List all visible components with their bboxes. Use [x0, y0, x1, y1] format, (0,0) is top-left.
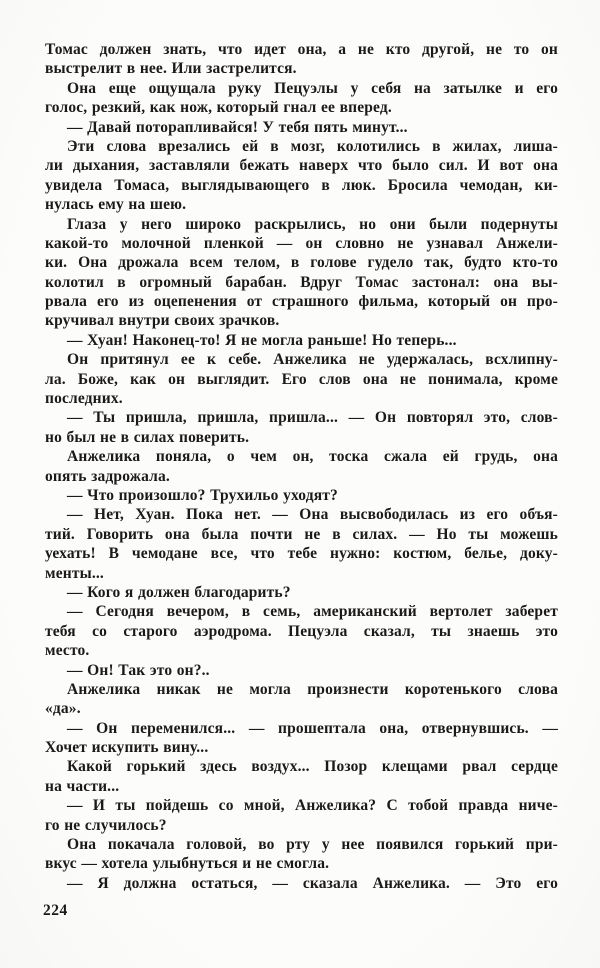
text-line: Она еще ощущала руку Пецуэлы у себя на затылке и его [67, 79, 558, 97]
text-line: — Кого я должен благодарить? [67, 583, 291, 601]
text-line: колотил в огромный барабан. Вдруг Томас застонал: она вы- [45, 273, 558, 291]
text-line: увидела Томаса, выглядывающего в люк. Бросила чемодан, ки- [45, 176, 558, 194]
text-line: тий. Говорить она была почти не в силах. — Но ты можешь [45, 525, 558, 543]
text-line: нулась ему на шею. [45, 196, 187, 214]
text-line: — Что произошло? Трухильо уходят? [67, 486, 338, 504]
text-line: — Сегодня вечером, в семь, американский вертолет заберет [67, 603, 558, 621]
text-line: Томас должен знать, что идет она, а не кто другой, не то он [45, 41, 558, 58]
text-block [45, 40, 558, 893]
text-line: — И ты пойдешь со мной, Анжелика? С тобой правда ниче- [67, 797, 558, 815]
text-line: — Он! Так это он?.. [67, 661, 210, 679]
text-line: вкус — хотела улыбнуться и не смогла. [45, 855, 330, 873]
text-line: Он притянул ее к себе. Анжелика не удержалась, всхлипну- [67, 351, 558, 369]
text-line: — Ты пришла, пришла, пришла... — Он повторял это, слов- [67, 409, 558, 427]
text-line: Глаза у него широко раскрылись, но они были подернуты [67, 215, 558, 233]
text-line: на части... [45, 777, 120, 795]
text-line: Эти слова врезались ей в мозг, колотились в жилах, лиша- [67, 137, 558, 155]
text-line: Она покачала головой, во рту у нее появился горький при- [67, 836, 558, 854]
text-line: — Давай поторапливайся! У тебя пять минут... [67, 118, 408, 136]
text-line: — Нет, Хуан. Пока нет. — Она высвободилась из его объя- [67, 506, 558, 524]
text-line: менты... [45, 564, 104, 582]
text-line: выстрелит в нее. Или застрелится. [45, 60, 297, 78]
text-line: ки. Она дрожала всем телом, в голове гудело так, будто кто-то [45, 254, 558, 272]
text-line: — Он переменился... — прошептала она, отвернувшись. — [67, 719, 558, 737]
text-line: но был не в силах поверить. [45, 428, 250, 446]
text-line: ли дыхания, заставляли бежать наверх что было сил. И вот она [45, 157, 558, 175]
text-line: «да». [45, 700, 81, 718]
text-line: — Я должна остаться, — сказала Анжелика. — Это его [67, 874, 558, 892]
text-line: кручивал внутри своих зрачков. [45, 312, 280, 330]
text-line: уехать! В чемодане все, что тебе нужно: костюм, белье, доку- [45, 545, 558, 563]
text-line: тебя со старого аэродрома. Пецуэла сказал, ты знаешь это [45, 622, 558, 640]
text-line: го не случилось? [45, 816, 167, 834]
text-line: последних. [45, 390, 123, 408]
text-line: опять задрожала. [45, 467, 170, 485]
text-line: голос, резкий, как нож, который гнал ее вперед. [45, 99, 392, 117]
text-line: Анжелика поняла, о чем он, тоска сжала ей грудь, она [67, 448, 558, 466]
page-number: 224 [43, 902, 68, 919]
text-line: ла. Боже, как он выглядит. Его слов она не понимала, кроме [45, 370, 558, 388]
text-line: Хочет искупить вину... [45, 739, 209, 757]
text-line: место. [45, 642, 90, 660]
text-line: рвала его из оцепенения от страшного фильма, который он про- [45, 293, 558, 311]
text-line: какой-то молочной пленкой — он словно не узнавал Анжели- [45, 234, 558, 252]
text-line: Какой горький здесь воздух... Позор клещами рвал сердце [67, 758, 558, 776]
text-line: Анжелика никак не могла произнести коротенького слова [67, 680, 558, 698]
text-line: — Хуан! Наконец-то! Я не могла раньше! Но теперь... [67, 331, 457, 349]
